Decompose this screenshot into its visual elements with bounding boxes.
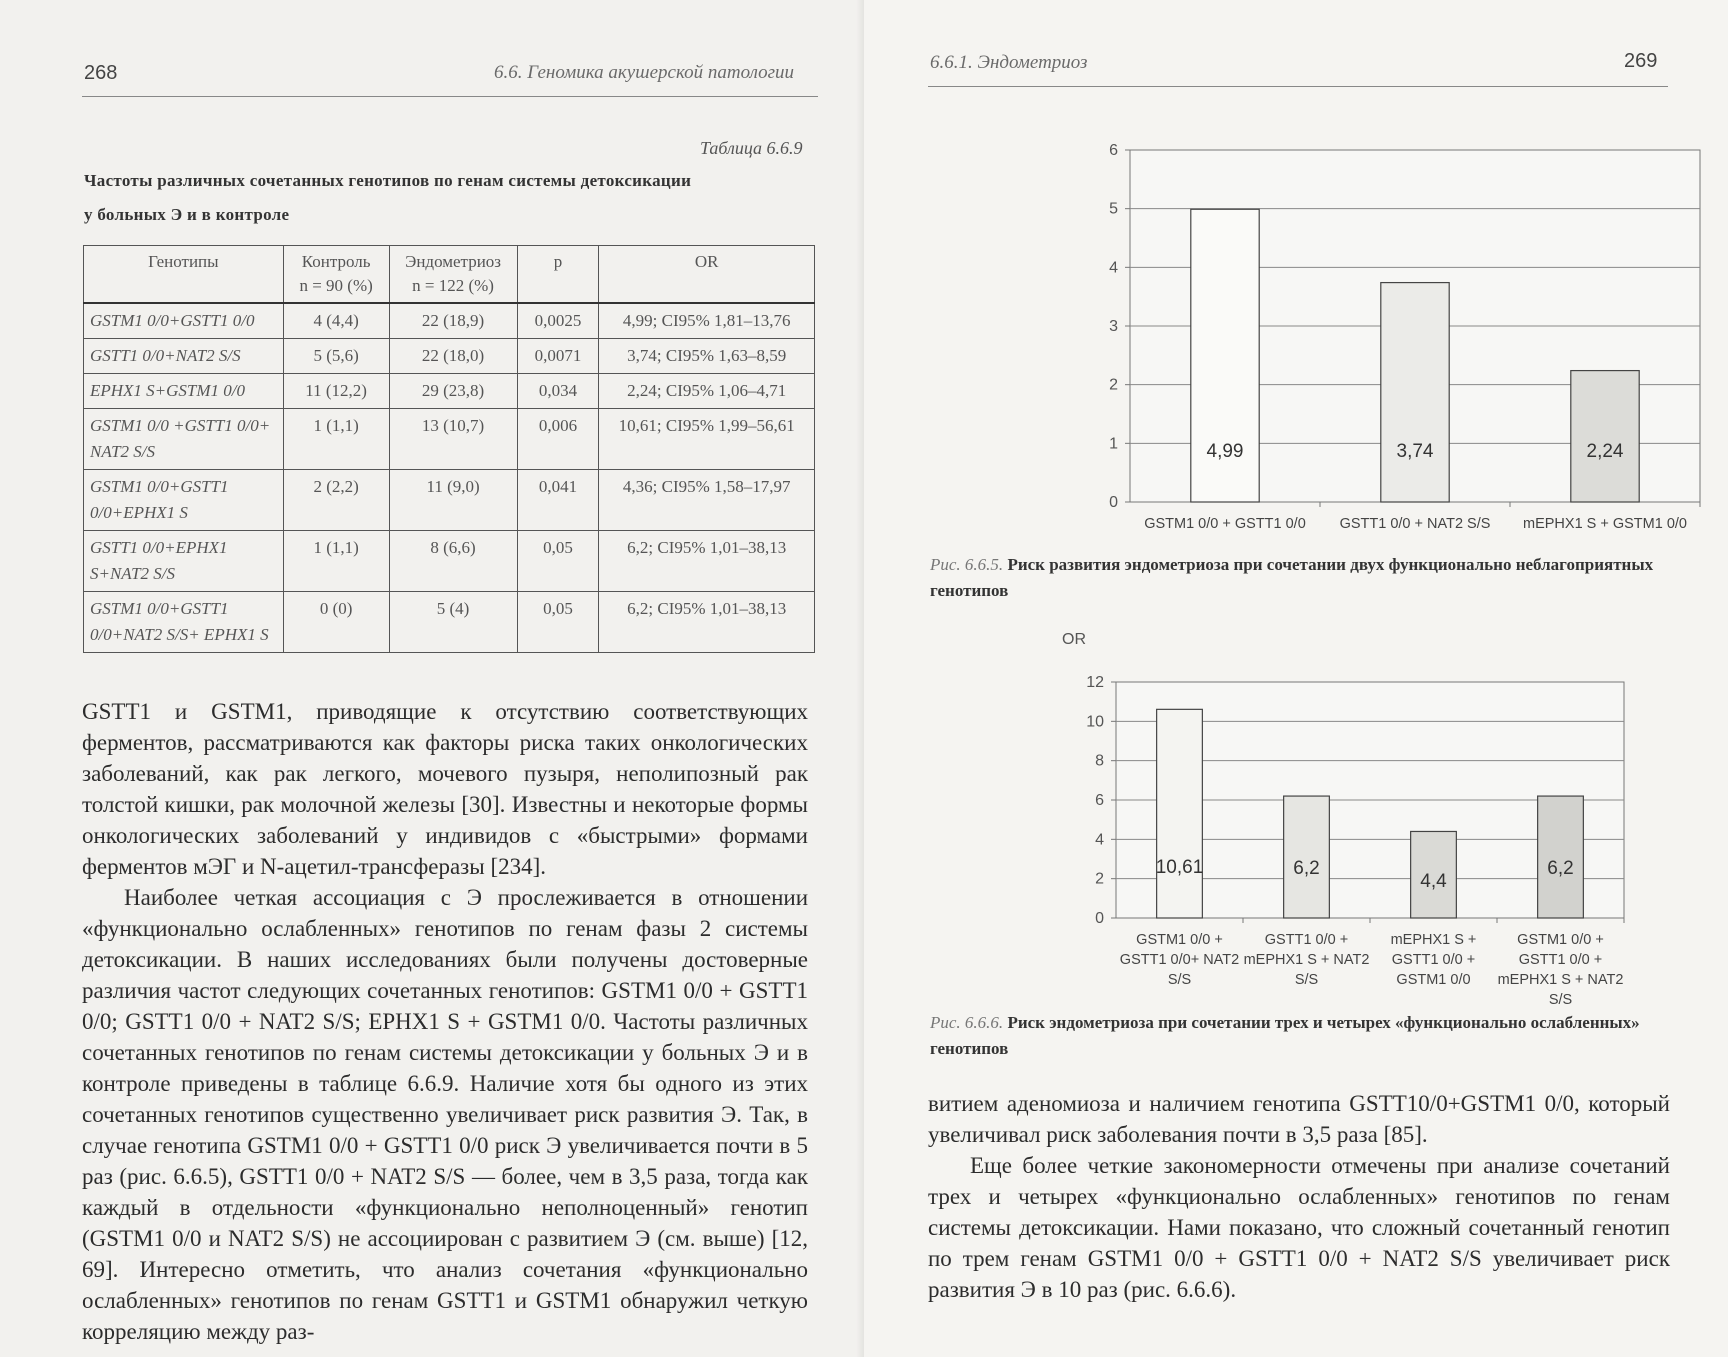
cell-or: 4,36; CI95% 1,58–17,97: [599, 470, 815, 531]
y-tick-label: 0: [1095, 910, 1104, 927]
table-row: [84, 303, 815, 339]
paragraph: Наиболее четкая ассоциация с Э прослеживается в отношении «функционально ослабленных» генотипов по генам фазы 2 системы детоксикации. В наших исследованиях были получены достоверные различия частот следующих сочетанных генотипов: GSTM1 0/0 + GSTT1 0/0; GSTT1 0/0 + NAT2 S/S; EPHX1 S + GSTM1 0/0. Частоты различных сочетанных генотипов по генам системы детоксикации у больных Э и в контроле приведены в таблице 6.6.9. Наличие хотя бы одного из этих сочетанных генотипов существенно увеличивает риск развития Э. Так, в случае генотипа GSTM1 0/0 + GSTT1 0/0 риск Э увеличивается почти в 5 раз (рис. 6.6.5), GSTT1 0/0 + NAT2 S/S — более, чем в 3,5 раза, тогда как каждый в отдельности «функционально неполноценный» генотип (GSTM1 0/0 и NAT2 S/S) не ассоциирован с развитием Э (см. выше) [12, 69]. Интересно отметить, что анализ сочетания «функционально ослабленных» генотипов по генам GSTT1 и GSTM1 обнаружил четкую корреляцию между раз-: [82, 885, 808, 1344]
page-number: 269: [1624, 50, 1658, 72]
x-category-label: S/S: [1167, 972, 1192, 988]
page-number: 268: [84, 62, 118, 84]
chart-risk-three-four-genotypes: [974, 620, 1634, 1008]
table-row: [84, 531, 815, 592]
cell-or: 10,61; CI95% 1,99–56,61: [599, 409, 815, 470]
header-endometriosis: Эндометриоз n = 122 (%): [389, 246, 517, 304]
table-header-row: [84, 246, 815, 304]
y-tick-label: 6: [1095, 792, 1104, 809]
bar: [1381, 283, 1449, 502]
cell-or: 6,2; CI95% 1,01–38,13: [599, 592, 815, 653]
header-rule: [82, 96, 818, 97]
table-row: [84, 339, 815, 374]
cell-or: 6,2; CI95% 1,01–38,13: [599, 531, 815, 592]
y-tick-label: 1: [1109, 435, 1118, 453]
figure-title: Риск эндометриоза при сочетании трех и четырех «функционально ослабленных» генотипов: [930, 1013, 1640, 1058]
cell-control: 4 (4,4): [283, 303, 389, 339]
bar-value-label: 6,2: [1293, 858, 1320, 880]
cell-genotype: GSTM1 0/0+GSTT1 0/0: [84, 303, 284, 339]
table-caption: [84, 164, 824, 232]
y-tick-label: 4: [1095, 831, 1104, 849]
paragraph: витием аденомиоза и наличием генотипа GSTT10/0+GSTM1 0/0, который увеличивал риск заболевания почти в 3,5 раза [85].: [928, 1091, 1670, 1147]
header-rule: [928, 86, 1668, 87]
header-control: Контроль n = 90 (%): [283, 246, 389, 304]
cell-control: 0 (0): [283, 592, 389, 653]
y-tick-label: 0: [1109, 494, 1118, 511]
cell-or: 3,74; CI95% 1,63–8,59: [599, 339, 815, 374]
running-head: 6.6. Геномика акушерской патологии: [494, 62, 795, 83]
table-row: [84, 409, 815, 470]
cell-control: 1 (1,1): [283, 531, 389, 592]
y-tick-label: 12: [1086, 674, 1104, 691]
cell-endometriosis: 13 (10,7): [389, 409, 517, 470]
header-p: p: [517, 246, 599, 304]
cell-endometriosis: 22 (18,0): [389, 339, 517, 374]
x-category-label: mEPHX1 S +: [1390, 932, 1477, 948]
x-category-label: GSTT1 0/0 +: [1391, 952, 1476, 968]
cell-p: 0,0025: [517, 303, 599, 339]
left-body-text: [82, 696, 808, 1347]
table-body: [84, 303, 815, 653]
x-category-label: GSTM1 0/0 + GSTT1 0/0: [1144, 516, 1306, 532]
x-category-label: S/S: [1294, 972, 1319, 988]
y-tick-label: 8: [1095, 752, 1104, 770]
bar-value-label: 2,24: [1586, 441, 1624, 462]
table-caption-line: Частоты различных сочетанных генотипов по генам системы детоксикации: [84, 171, 692, 190]
paragraph: GSTT1 и GSTM1, приводящие к отсутствию соответствующих ферментов, рассматриваются как факторы риска таких онкологических заболеваний, как рак легкого, мочевого пузыря, неполипозный рак толстой кишки, рак молочной железы [30]. Известны и некоторые формы онкологических заболеваний у индивидов с «быстрыми» формами ферментов мЭГ и N-ацетил-трансферазы [234].: [82, 699, 808, 879]
x-category-label: GSTT1 0/0+ NAT2: [1119, 952, 1240, 968]
cell-genotype: GSTT1 0/0+EPHX1 S+NAT2 S/S: [84, 531, 284, 592]
x-category-label: GSTM1 0/0: [1396, 972, 1471, 988]
figure-label: Рис. 6.6.5.: [930, 555, 1004, 574]
bar: [1284, 796, 1330, 918]
cell-endometriosis: 11 (9,0): [389, 470, 517, 531]
cell-control: 2 (2,2): [283, 470, 389, 531]
right-page: [864, 0, 1728, 1357]
cell-endometriosis: 29 (23,8): [389, 374, 517, 409]
cell-genotype: GSTM1 0/0 +GSTT1 0/0+ NAT2 S/S: [84, 409, 284, 470]
right-body-text: [928, 1088, 1670, 1305]
cell-endometriosis: 5 (4): [389, 592, 517, 653]
x-category-label: mEPHX1 S + GSTM1 0/0: [1523, 516, 1687, 532]
bar: [1538, 796, 1584, 918]
figure-caption: [930, 1010, 1700, 1062]
bar-value-label: 3,74: [1396, 441, 1434, 462]
bar: [1571, 371, 1639, 502]
header-or: OR: [599, 246, 815, 304]
cell-p: 0,05: [517, 592, 599, 653]
cell-or: 4,99; CI95% 1,81–13,76: [599, 303, 815, 339]
table-label: Таблица 6.6.9: [700, 138, 803, 158]
y-tick-label: 2: [1095, 870, 1104, 888]
x-category-label: GSTM1 0/0 +: [1517, 932, 1604, 948]
cell-p: 0,05: [517, 531, 599, 592]
bar-value-label: 6,2: [1547, 858, 1574, 880]
cell-or: 2,24; CI95% 1,06–4,71: [599, 374, 815, 409]
paragraph: Еще более четкие закономерности отмечены при анализе сочетаний трех и четырех «функционально ослабленных» генотипов по генам системы детоксикации. Нами показано, что сложный сочетанный генотип по трем генам GSTM1 0/0 + GSTT1 0/0 + NAT2 S/S увеличивает риск развития Э в 10 раз (рис. 6.6.6).: [928, 1153, 1670, 1302]
cell-control: 5 (5,6): [283, 339, 389, 374]
cell-control: 1 (1,1): [283, 409, 389, 470]
table-row: [84, 470, 815, 531]
figure-label: Рис. 6.6.6.: [930, 1013, 1004, 1032]
bar-value-label: 10,61: [1155, 857, 1204, 878]
cell-genotype: GSTM1 0/0+GSTT1 0/0+EPHX1 S: [84, 470, 284, 531]
x-category-label: S/S: [1548, 992, 1573, 1008]
table-row: [84, 374, 815, 409]
cell-endometriosis: 22 (18,9): [389, 303, 517, 339]
cell-p: 0,041: [517, 470, 599, 531]
cell-p: 0,034: [517, 374, 599, 409]
x-category-label: mEPHX1 S + NAT2: [1497, 972, 1624, 988]
cell-genotype: GSTT1 0/0+NAT2 S/S: [84, 339, 284, 374]
x-category-label: GSTT1 0/0 + NAT2 S/S: [1339, 516, 1491, 532]
x-category-label: GSTM1 0/0 +: [1136, 932, 1223, 948]
bar-value-label: 4,99: [1206, 441, 1244, 462]
x-category-label: GSTT1 0/0 +: [1264, 932, 1349, 948]
cell-genotype: EPHX1 S+GSTM1 0/0: [84, 374, 284, 409]
y-tick-label: 6: [1109, 142, 1118, 159]
y-tick-label: 10: [1086, 713, 1104, 731]
cell-endometriosis: 8 (6,6): [389, 531, 517, 592]
x-category-label: mEPHX1 S + NAT2: [1243, 952, 1370, 968]
running-head: 6.6.1. Эндометриоз: [930, 52, 1088, 73]
cell-p: 0,006: [517, 409, 599, 470]
header-genotype: Генотипы: [84, 246, 284, 304]
chart-risk-two-genotypes: [1000, 134, 1687, 534]
y-tick-label: 2: [1109, 376, 1118, 394]
x-category-label: GSTT1 0/0 +: [1518, 952, 1603, 968]
cell-control: 11 (12,2): [283, 374, 389, 409]
cell-p: 0,0071: [517, 339, 599, 374]
table-caption-line: у больных Э и в контроле: [84, 205, 290, 224]
table-row: [84, 592, 815, 653]
cell-genotype: GSTM1 0/0+GSTT1 0/0+NAT2 S/S+ EPHX1 S: [84, 592, 284, 653]
y-tick-label: 5: [1109, 200, 1118, 218]
genotype-table: [83, 245, 815, 653]
bar-value-label: 4,4: [1420, 870, 1447, 892]
bar: [1157, 709, 1203, 918]
y-axis-label: OR: [1062, 631, 1086, 648]
figure-caption: [930, 552, 1700, 604]
y-tick-label: 4: [1109, 259, 1118, 277]
y-tick-label: 3: [1109, 318, 1118, 335]
figure-title: Риск развития эндометриоза при сочетании двух функционально неблагоприятных генотипов: [930, 555, 1654, 600]
